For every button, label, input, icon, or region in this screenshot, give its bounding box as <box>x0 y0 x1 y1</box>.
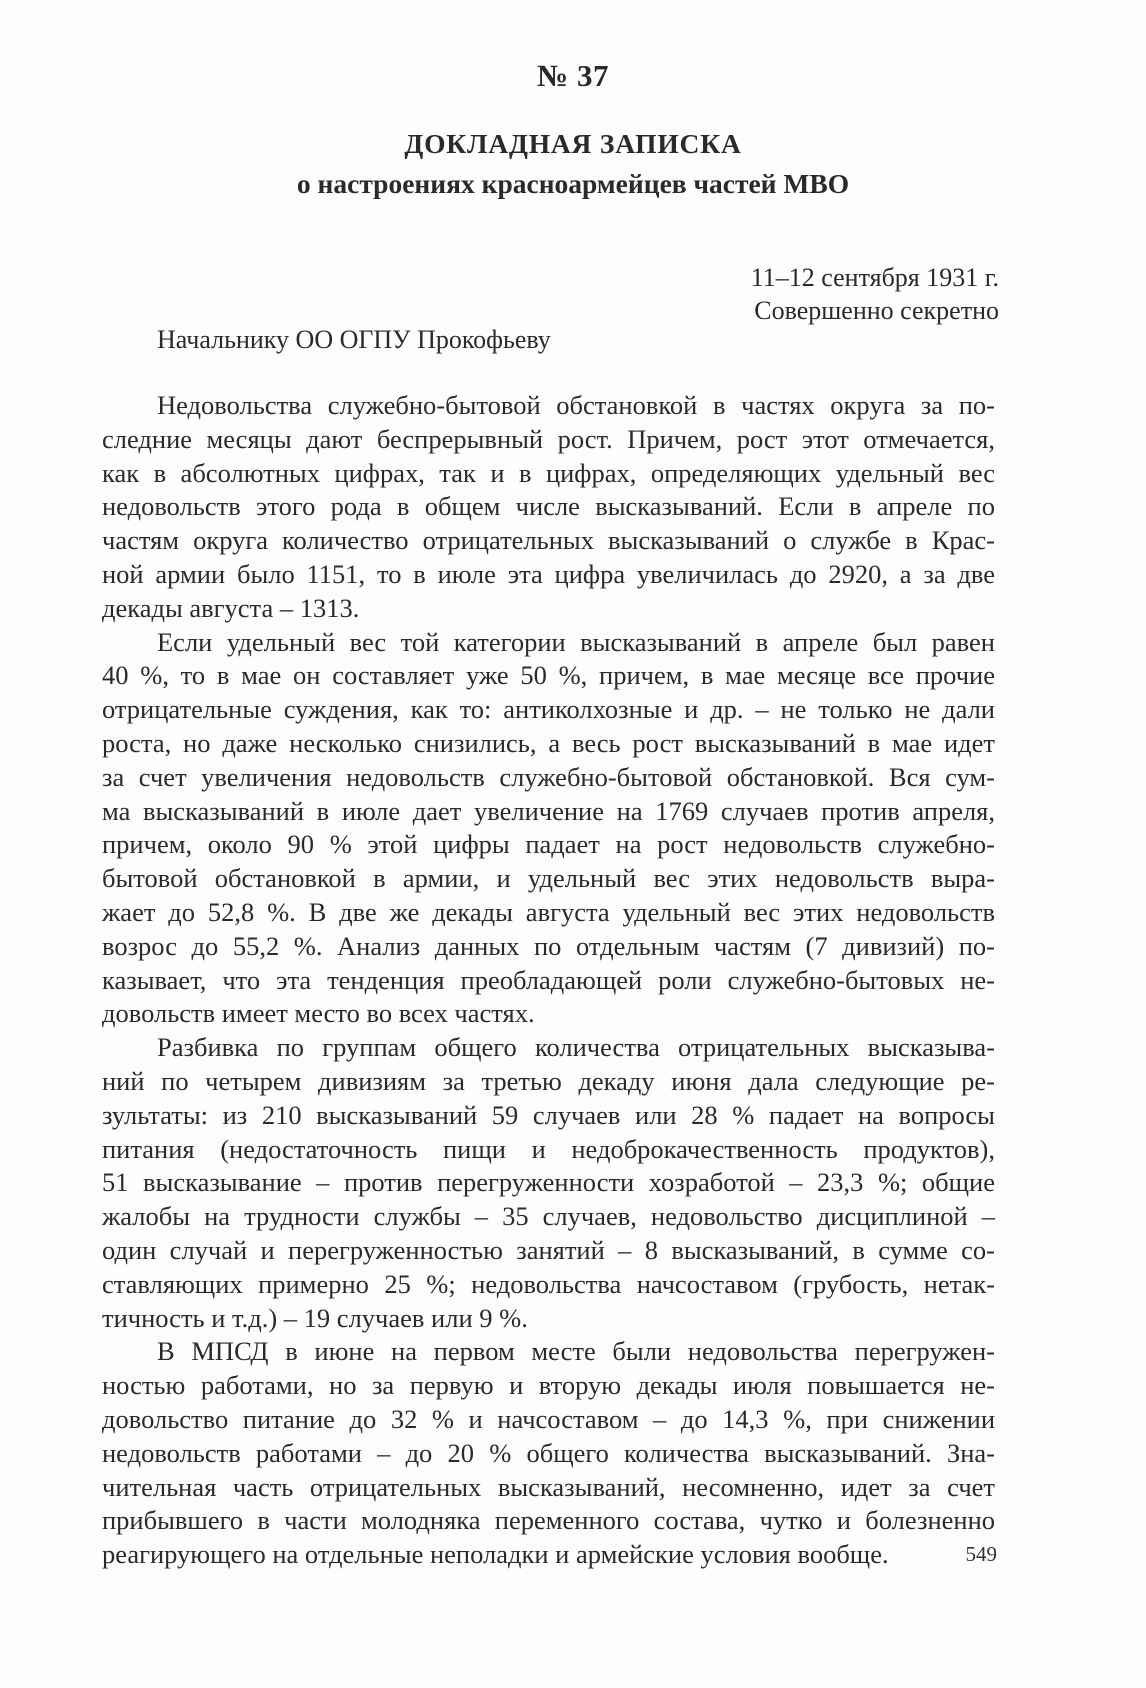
paragraph <box>102 1335 995 1572</box>
text-line: зультаты: из 210 высказываний 59 случаев или 28 % падает на вопросы <box>102 1099 995 1130</box>
text-line: недовольств работами – до 20 % общего количества высказываний. Зна- <box>102 1437 995 1468</box>
text-line: частям округа количество отрицательных высказываний о службе в Крас- <box>102 525 995 556</box>
text-line: ностью работами, но за первую и вторую декады июля повышается не- <box>102 1370 995 1401</box>
text-line: жает до 52,8 %. В две же декады августа удельный вес этих недовольств <box>102 896 995 927</box>
text-line: 40 %, то в мае он составляет уже 50 %, причем, в мае месяце все прочие <box>102 660 995 691</box>
text-line: прибывшего в части молодняка переменного состава, чутко и болезненно <box>102 1505 995 1536</box>
text-line: роста, но даже несколько снизились, а весь рост высказываний в мае идет <box>102 727 995 758</box>
text-line: бытовой обстановкой в армии, и удельный вес этих недовольств выра- <box>102 863 995 894</box>
text-line: довольство питание до 32 % и начсоставом – до 14,3 %, при снижении <box>102 1403 995 1434</box>
paragraph <box>102 1031 995 1335</box>
document-subtitle: о настроениях красноармейцев частей МВО <box>296 168 850 199</box>
text-line: следние месяцы дают беспрерывный рост. Причем, рост этот отмечается, <box>102 423 995 454</box>
text-line: один случай и перегруженностью занятий – 8 высказываний, в сумме со- <box>102 1234 995 1265</box>
document-number: № 37 <box>537 58 609 93</box>
text-line: Разбивка по группам общего количества отрицательных высказыва- <box>157 1032 995 1063</box>
paragraph <box>102 626 995 1032</box>
text-line: за счет увеличения недовольств служебно-бытовой обстановкой. Вся сум- <box>102 761 995 792</box>
paragraph <box>102 389 995 626</box>
text-line: довольств имеет место во всех частях. <box>102 998 535 1029</box>
document-date: 11–12 сентября 1931 г. <box>750 263 999 292</box>
text-line: питания (недостаточность пищи и недоброкачественность продуктов), <box>102 1133 995 1164</box>
classification-stamp: Совершенно секретно <box>754 296 999 325</box>
text-line: ний по четырем дивизиям за третью декаду июня дала следующие ре- <box>102 1065 995 1096</box>
text-line: отрицательные суждения, как то: антиколхозные и др. – не только не дали <box>102 694 995 725</box>
text-line: как в абсолютных цифрах, так и в цифрах, определяющих удельный вес <box>102 457 995 488</box>
addressee: Начальнику ОО ОГПУ Прокофьеву <box>157 325 551 354</box>
text-line: недовольств этого рода в общем числе высказываний. Если в апреле по <box>102 491 995 522</box>
text-line: ставляющих примерно 25 %; недовольства начсоставом (грубость, нетак- <box>102 1268 995 1299</box>
text-line: жалобы на трудности службы – 35 случаев, недовольство дисциплиной – <box>102 1201 995 1232</box>
text-line: Если удельный вес той категории высказываний в апреле был равен <box>157 626 995 657</box>
text-line: ма высказываний в июле дает увеличение на 1769 случаев против апреля, <box>102 795 995 826</box>
text-line: декады августа – 1313. <box>102 592 360 623</box>
text-line: Недовольства служебно-бытовой обстановкой в частях округа за по- <box>157 390 995 420</box>
document-title: ДОКЛАДНАЯ ЗАПИСКА <box>404 128 742 159</box>
text-line: причем, около 90 % этой цифры падает на рост недовольств служебно- <box>102 829 995 860</box>
body-text <box>102 389 995 1572</box>
text-line: ной армии было 1151, то в июле эта цифра увеличилась до 2920, а за две <box>102 558 995 589</box>
text-line: В МПСД в июне на первом месте были недовольства перегружен- <box>157 1336 995 1367</box>
text-line: чительная часть отрицательных высказываний, несомненно, идет за счет <box>102 1471 995 1502</box>
text-line: 51 высказывание – против перегруженности хозработой – 23,3 %; общие <box>102 1167 995 1198</box>
text-line: возрос до 55,2 %. Анализ данных по отдельным частям (7 дивизий) по- <box>102 930 995 961</box>
text-line: казывает, что эта тенденция преобладающей роли служебно-бытовых не- <box>102 964 995 995</box>
page-number: 549 <box>965 1542 997 1566</box>
text-line: реагирующего на отдельные неполадки и армейские условия вообще. <box>102 1539 889 1570</box>
text-line: тичность и т.д.) – 19 случаев или 9 %. <box>102 1302 528 1333</box>
